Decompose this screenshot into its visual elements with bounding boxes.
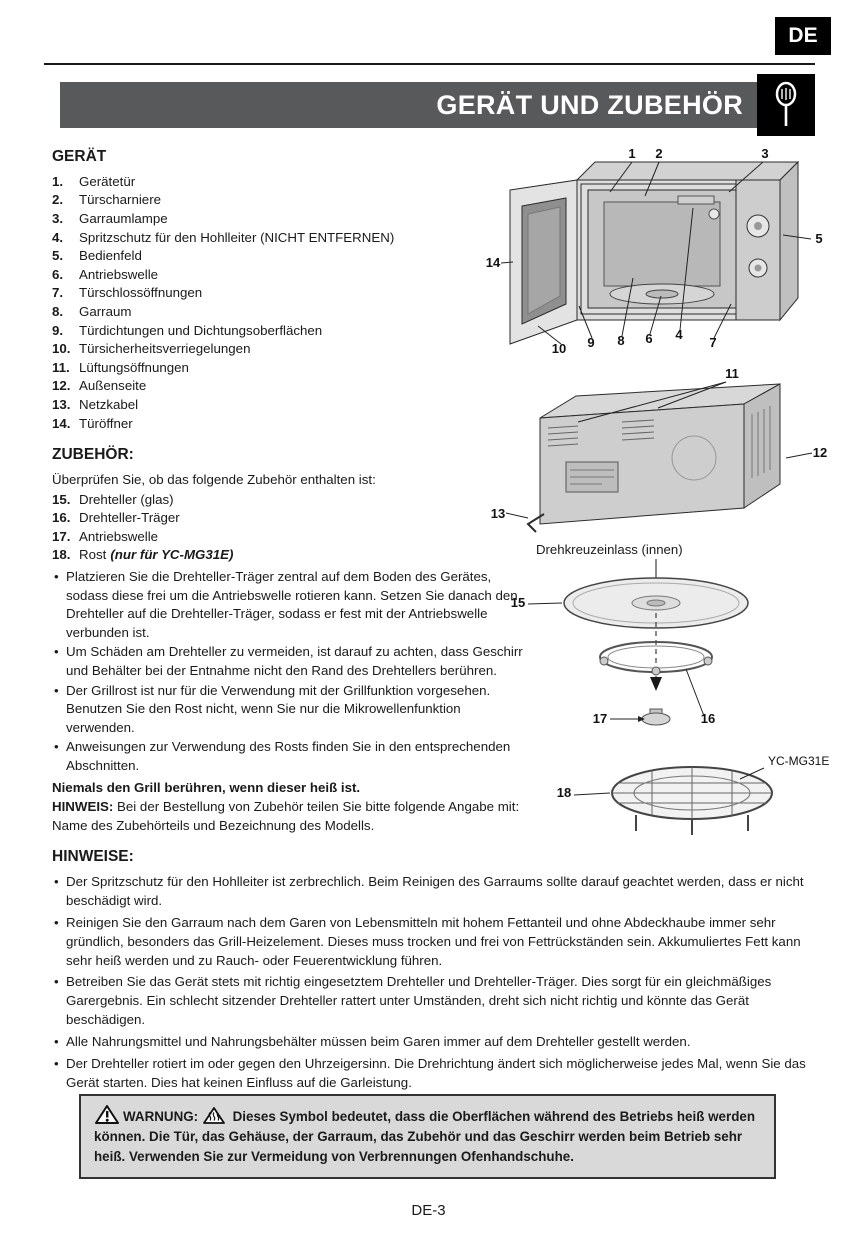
callout-15: 15 [510,595,526,610]
rack-diagram [534,751,854,841]
item-number: 3. [52,210,64,226]
callout-18: 18 [556,785,572,800]
item-label-text: Rost [79,547,107,563]
item-label: Türscharniere [79,192,162,208]
list-item [52,1055,818,1093]
item-number: 18. [52,547,71,563]
item-number: 10. [52,341,71,357]
callout-17: 17 [592,711,608,726]
rack-model-label: YC-MG31E [768,754,830,768]
callout-12: 12 [812,445,828,460]
list-item [52,266,528,285]
section-title-geraet: GERÄT [52,148,107,165]
item-label-note: (nur für YC-MG31E) [110,547,234,563]
list-item [52,210,528,229]
zubehoer-intro: Überprüfen Sie, ob das folgende Zubehör enthalten ist: [52,471,376,487]
list-item [52,682,528,738]
warning-box [79,1094,776,1179]
item-label [79,546,528,565]
header-icon-box [757,74,815,136]
item-label: Türdichtungen und Dichtungsoberflächen [79,322,323,338]
list-item [52,1033,818,1052]
item-number: 1. [52,173,64,189]
item-number: 16. [52,510,71,526]
text-column [52,146,528,835]
callout-10: 10 [551,341,567,356]
list-item [52,509,528,528]
callout-9: 9 [587,335,595,350]
list-item [52,415,528,434]
item-number: 5. [52,248,64,264]
item-number: 13. [52,397,71,412]
hinweise-list [52,873,818,1093]
item-label: Drehteller-Träger [79,510,180,526]
page-number: DE-3 [411,1202,446,1219]
list-item [52,738,528,775]
list-item [52,546,528,565]
accessories-list [52,491,528,565]
hinweise-section [52,846,818,1096]
item-label: Garraum [79,303,132,319]
list-item [52,359,528,378]
callout-7: 7 [709,335,717,350]
bullet-text: Der Grillrost ist nur für die Verwendung mit der Grillfunktion vorgesehen. Benutzen Sie den Rost nicht, wenn Sie nur die Mikrowellenfunktion verwenden. [66,682,491,735]
bullet-text: Platzieren Sie die Drehteller-Träger zentral auf dem Boden des Gerätes, sodass diese frei um die Antriebswelle rotieren kann. Setzen Sie danach den Drehteller auf die Drehteller-Träger, sodass er fest mit der Antriebswelle verbunden ist. [66,568,518,640]
item-label: Drehteller (glas) [79,491,174,507]
page-title: GERÄT UND ZUBEHÖR [436,89,743,120]
item-number: 4. [52,229,64,245]
item-number: 9. [52,322,64,338]
section-title-zubehoer: ZUBEHÖR: [52,446,134,464]
item-label: Netzkabel [79,397,139,412]
order-note [52,798,528,835]
callout-16: 16 [700,711,716,726]
callout-5: 5 [815,231,823,246]
item-label: Lüftungsöffnungen [79,359,189,375]
microwave-front-diagram [482,146,832,358]
device-parts-list [52,173,528,434]
list-item [52,643,528,680]
item-label: Türschlossöffnungen [79,285,203,301]
item-label: Garraumlampe [79,210,168,226]
list-item [52,322,528,341]
callout-11: 11 [725,366,739,381]
item-label: Außenseite [79,378,147,394]
list-item [52,229,528,248]
list-item [52,173,528,192]
item-label: Bedienfeld [79,248,142,264]
bullet-text: Der Spritzschutz für den Hohlleiter ist zerbrechlich. Beim Reinigen des Garraums sollte darauf geachtet werden, dass er nicht beschädigt wird. [66,874,804,908]
item-label: Spritzschutz für den Hohlleiter (NICHT ENTFERNEN) [79,229,395,245]
callout-2: 2 [655,146,663,161]
list-item [52,528,528,547]
item-label: Türöffner [79,415,133,431]
bullet-text: Alle Nahrungsmittel und Nahrungsbehälter müssen beim Garen immer auf dem Drehteller gestellt werden. [66,1034,691,1049]
page-header [60,82,757,128]
item-number: 6. [52,266,64,282]
item-number: 2. [52,192,64,208]
callout-4: 4 [675,327,683,342]
callout-13: 13 [490,506,506,521]
order-note-text: Bei der Bestellung von Zubehör teilen Sie bitte folgende Angabe mit: Name des Zubehörteils und Bezeichnung des Modells. [52,799,520,833]
language-badge: DE [775,17,831,55]
bullet-text: Um Schäden am Drehteller zu vermeiden, ist darauf zu achten, dass Geschirr und Behälter bei der Entnahme nicht den Rand des Drehtellers berühren. [66,644,523,678]
list-item [52,491,528,510]
microwave-back-diagram [482,366,832,534]
bullet-text: Anweisungen zur Verwendung des Rosts finden Sie in den entsprechenden Abschnitten. [66,739,511,774]
callout-3: 3 [761,146,769,161]
turntable-inlet-label: Drehkreuzeinlass (innen) [536,542,683,557]
item-number: 8. [52,303,64,319]
list-item [52,284,528,303]
item-number: 14. [52,415,71,431]
item-number: 17. [52,528,71,544]
callout-14: 14 [485,255,501,270]
list-item [52,303,528,322]
bullet-text: Reinigen Sie den Garraum nach dem Garen von Lebensmitteln mit hohem Fettanteil und ohne Abdeckhaube immer sehr gründlich, besonders das Grill-Heizelement. Dieses muss trocken und frei von Fettrückständen sein. Akkumuliertes Fett kann sehr heiß werden und zu Rauch- oder Feuerentwicklung führen. [66,914,801,968]
turntable-diagram [494,557,814,745]
accessories-notes [52,568,528,776]
bullet-text: Der Drehteller rotiert im oder gegen den Uhrzeigersinn. Die Drehrichtung ändert sich möglicherweise jedes Mal, wenn Sie das Gerät starten. Dies hat keinen Einfluss auf die Garleistung. [66,1055,806,1090]
section-title-hinweise: HINWEISE: [52,848,134,865]
top-rule [44,63,815,65]
item-number: 12. [52,378,71,394]
item-label: Antriebswelle [79,528,159,544]
list-item [52,873,818,911]
item-number: 11. [52,359,70,375]
item-label: Antriebswelle [79,266,159,282]
item-label: Gerätetür [79,173,136,189]
item-label: Türsicherheitsverriegelungen [79,341,251,357]
list-item [52,396,528,415]
list-item [52,340,528,359]
list-item [52,568,528,642]
utensil-icon [769,81,803,129]
list-item [52,191,528,210]
item-number: 7. [52,285,64,301]
list-item [52,247,528,266]
warning-text: Dieses Symbol bedeutet, dass die Oberflächen während des Betriebs heiß werden können. Die Tür, das Gehäuse, der Garraum, das Zubehör und das Geschirr werden beim Betrieb sehr heiß. Verwenden Sie zur Vermeidung von Verbrennungen Ofenhandschuhe. [94,1109,756,1165]
warning-triangle-icon [95,1104,119,1125]
callout-6: 6 [645,331,653,346]
callout-1: 1 [628,146,636,161]
item-number: 15. [52,491,71,507]
hot-surface-icon [203,1106,225,1125]
list-item [52,914,818,971]
callout-8: 8 [617,333,625,348]
diagram-column [474,146,854,841]
order-note-label: HINWEIS: [52,799,114,815]
warning-label: WARNUNG: [123,1109,199,1124]
bullet-text: Betreiben Sie das Gerät stets mit richtig eingesetztem Drehteller und Drehteller-Träger. Dies sorgt für ein gleichmäßiges Garergebnis. Ein schlecht sitzender Drehteller rattert unter Umständen, dreht sich nicht richtig und könnte das Gerät beschädigen. [66,974,772,1028]
grill-warning-note: Niemals den Grill berühren, wenn dieser heiß ist. [52,779,361,795]
list-item [52,973,818,1030]
list-item [52,377,528,396]
